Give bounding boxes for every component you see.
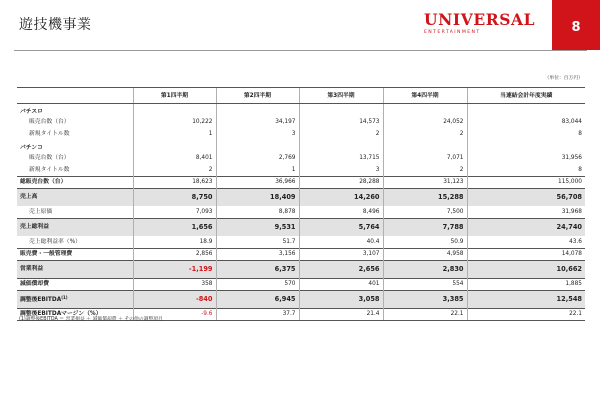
cell-q3: 3,107 [299, 248, 383, 260]
header-q4: 第4四半期 [383, 88, 467, 104]
cell-q4: 554 [383, 278, 467, 290]
cell-full-year [467, 140, 585, 152]
cell-full-year: 56,708 [467, 188, 585, 206]
cell-q3: 14,573 [299, 116, 383, 128]
cell-q1: -840 [133, 290, 216, 308]
cell-q4: 2 [383, 128, 467, 140]
title-divider [14, 50, 587, 51]
cell-q4: 3,385 [383, 290, 467, 308]
cell-q1: 18,623 [133, 176, 216, 188]
cell-q2: 1 [216, 164, 299, 176]
cell-q4: 50.9 [383, 236, 467, 248]
row-label: 販売台数（台） [29, 155, 70, 161]
footnote: (1)調整後EBITDA ＝ 営業損益 ＋ 減価償却費 ＋ その他の調整項目 [19, 317, 163, 322]
cell-q2: 3,156 [216, 248, 299, 260]
header-label-cell [17, 88, 133, 104]
cell-q1: 358 [133, 278, 216, 290]
cell-q3: 3,058 [299, 290, 383, 308]
cell-q1: 2,856 [133, 248, 216, 260]
row-label: 減価償却費 [17, 278, 133, 290]
footnote-marker: (1) [61, 295, 68, 300]
table-row-gross-profit [17, 218, 585, 236]
header-q3: 第3四半期 [299, 88, 383, 104]
cell-q2: 6,375 [216, 260, 299, 278]
cell-q2: 6,945 [216, 290, 299, 308]
logo-subtext: ENTERTAINMENT [424, 30, 481, 35]
table-row-sga [17, 248, 585, 260]
table-row-total-units [17, 176, 585, 188]
cell-q4: 7,500 [383, 206, 467, 218]
cell-q2 [216, 140, 299, 152]
cell-q1 [133, 140, 216, 152]
cell-q4: 22.1 [383, 308, 467, 320]
cell-q3: 40.4 [299, 236, 383, 248]
row-label: 新規タイトル数 [29, 166, 70, 173]
cell-q1: -1,199 [133, 260, 216, 278]
cell-full-year: 83,044 [467, 116, 585, 128]
cell-q3: 13,715 [299, 152, 383, 164]
cell-full-year: 8 [467, 164, 585, 176]
cell-q4: 15,288 [383, 188, 467, 206]
cell-q1: 10,222 [133, 116, 216, 128]
cell-full-year: 10,662 [467, 260, 585, 278]
cell-q1: 7,093 [133, 206, 216, 218]
cell-full-year: 31,956 [467, 152, 585, 164]
cell-q2: 34,197 [216, 116, 299, 128]
cell-full-year: 24,740 [467, 218, 585, 236]
row-label: 売上総利益率（%） [29, 238, 81, 245]
row-label: 売上総利益 [17, 218, 133, 236]
cell-q2: 2,769 [216, 152, 299, 164]
cell-full-year: 22.1 [467, 308, 585, 320]
cell-q2: 37.7 [216, 308, 299, 320]
cell-q3: 5,764 [299, 218, 383, 236]
cell-q1: 2 [133, 164, 216, 176]
table-row-depreciation [17, 278, 585, 290]
cell-q2 [216, 104, 299, 117]
cell-q2: 570 [216, 278, 299, 290]
table-row-pachinko-units [17, 152, 585, 164]
cell-q3 [299, 140, 383, 152]
cell-q4: 31,123 [383, 176, 467, 188]
row-label: 営業利益 [17, 260, 133, 278]
table-row-pachislot [17, 104, 585, 117]
cell-full-year [467, 104, 585, 117]
header-full-year: 当連結会計年度実績 [467, 88, 585, 104]
cell-q1: 1 [133, 128, 216, 140]
cell-q2: 8,878 [216, 206, 299, 218]
row-label [17, 290, 133, 308]
cell-q2: 3 [216, 128, 299, 140]
row-label: 販売費・一般管理費 [17, 248, 133, 260]
cell-q3: 14,260 [299, 188, 383, 206]
cell-q3: 2 [299, 128, 383, 140]
cell-q4: 2 [383, 164, 467, 176]
cell-q3: 401 [299, 278, 383, 290]
cell-q2: 9,531 [216, 218, 299, 236]
cell-q4: 7,788 [383, 218, 467, 236]
row-label-text: 調整後EBITDA [20, 297, 62, 303]
header-q2: 第2四半期 [216, 88, 299, 104]
cell-q4: 2,830 [383, 260, 467, 278]
cell-full-year: 14,078 [467, 248, 585, 260]
cell-full-year: 8 [467, 128, 585, 140]
cell-q4: 7,071 [383, 152, 467, 164]
cell-q1: 1,656 [133, 218, 216, 236]
cell-q2: 18,409 [216, 188, 299, 206]
header-q1: 第1四半期 [133, 88, 216, 104]
cell-q3: 8,496 [299, 206, 383, 218]
row-label: 新規タイトル数 [29, 131, 70, 137]
cell-full-year: 115,000 [467, 176, 585, 188]
table-row-pachinko-titles [17, 164, 585, 176]
cell-full-year: 1,885 [467, 278, 585, 290]
cell-q1 [133, 104, 216, 117]
table-row-pachislot-titles [17, 128, 585, 140]
row-label: 販売台数（台） [29, 119, 70, 125]
cell-q3: 3 [299, 164, 383, 176]
logo-text: UNIVERSAL [424, 10, 536, 29]
table-header-row [17, 88, 585, 104]
table-row-operating-income [17, 260, 585, 278]
cell-q3: 2,656 [299, 260, 383, 278]
cell-q2: 51.7 [216, 236, 299, 248]
cell-q2: 36,966 [216, 176, 299, 188]
cell-q1: 18.9 [133, 236, 216, 248]
row-label: 売上原価 [29, 208, 53, 215]
row-label: パチンコ [20, 145, 43, 151]
company-logo [424, 10, 536, 40]
cell-full-year: 43.6 [467, 236, 585, 248]
page-title: 遊技機事業 [19, 17, 92, 33]
cell-q1: 8,750 [133, 188, 216, 206]
table-row-net-sales [17, 188, 585, 206]
cell-full-year: 12,548 [467, 290, 585, 308]
cell-q4 [383, 140, 467, 152]
table-row-cost-of-sales [17, 206, 585, 218]
cell-q4: 4,958 [383, 248, 467, 260]
cell-q3: 28,288 [299, 176, 383, 188]
table-row-gross-margin [17, 236, 585, 248]
page-number-badge: 8 [552, 0, 600, 50]
row-label: 売上高 [17, 188, 133, 206]
cell-q1: -9.6 [133, 308, 216, 320]
cell-q3: 21.4 [299, 308, 383, 320]
cell-full-year: 31,968 [467, 206, 585, 218]
table-row-pachinko [17, 140, 585, 152]
financial-table [17, 87, 585, 321]
table-row-adjusted-ebitda [17, 290, 585, 308]
row-label: パチスロ [20, 109, 43, 115]
cell-q1: 8,401 [133, 152, 216, 164]
table-row-pachislot-units [17, 116, 585, 128]
row-label: 調整後EBITDAマージン（%） [17, 308, 133, 320]
unit-note: （単位：百万円） [544, 76, 583, 81]
cell-q4 [383, 104, 467, 117]
row-label: 総販売台数（台） [17, 176, 133, 188]
cell-q3 [299, 104, 383, 117]
cell-q4: 24,052 [383, 116, 467, 128]
